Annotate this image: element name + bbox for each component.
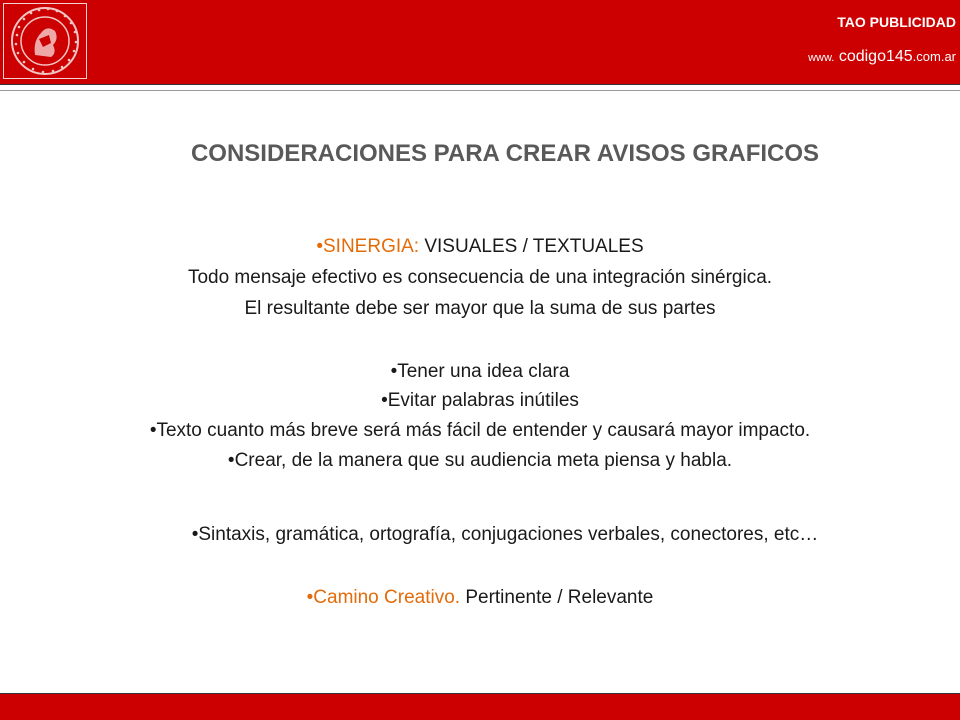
- tip-item: •Evitar palabras inútiles: [381, 390, 579, 411]
- seal-icon: [5, 5, 85, 77]
- sinergia-heading: [0, 236, 960, 258]
- sinergia-label: SINERGIA:: [323, 236, 420, 257]
- tip-item: •Crear, de la manera que su audiencia meta piensa y habla.: [227, 450, 733, 471]
- header-divider: [0, 90, 960, 91]
- camino-bullet: •: [306, 587, 314, 608]
- sinergia-rest: VISUALES / TEXTUALES: [419, 236, 644, 257]
- website-prefix: www.: [808, 52, 835, 64]
- university-logo: [3, 3, 87, 79]
- sinergia-line-1: Todo mensaje efectivo es consecuencia de una integración sinérgica.: [187, 267, 773, 288]
- tip-item: •Tener una idea clara: [390, 361, 570, 382]
- sinergia-bullet: •: [316, 236, 323, 257]
- tip-item: •Texto cuanto más breve será más fácil de entender y causará mayor impacto.: [149, 420, 811, 441]
- website-name: codigo145: [838, 48, 913, 65]
- sinergia-line-2: El resultante debe ser mayor que la suma de sus partes: [244, 298, 716, 319]
- camino-creativo-item: [0, 587, 960, 609]
- camino-label: Camino Creativo.: [313, 587, 461, 608]
- brand-name: TAO PUBLICIDAD: [837, 14, 956, 30]
- camino-rest: Pertinente / Relevante: [460, 587, 654, 608]
- footer-bar: [0, 693, 960, 720]
- header-bar: [0, 0, 960, 85]
- website-url[interactable]: [808, 48, 956, 66]
- sintaxis-item: •Sintaxis, gramática, ortografía, conjugaciones verbales, conectores, etc…: [191, 524, 819, 545]
- website-suffix: .com.ar: [912, 49, 956, 64]
- page-title: CONSIDERACIONES PARA CREAR AVISOS GRAFICOS: [190, 140, 820, 167]
